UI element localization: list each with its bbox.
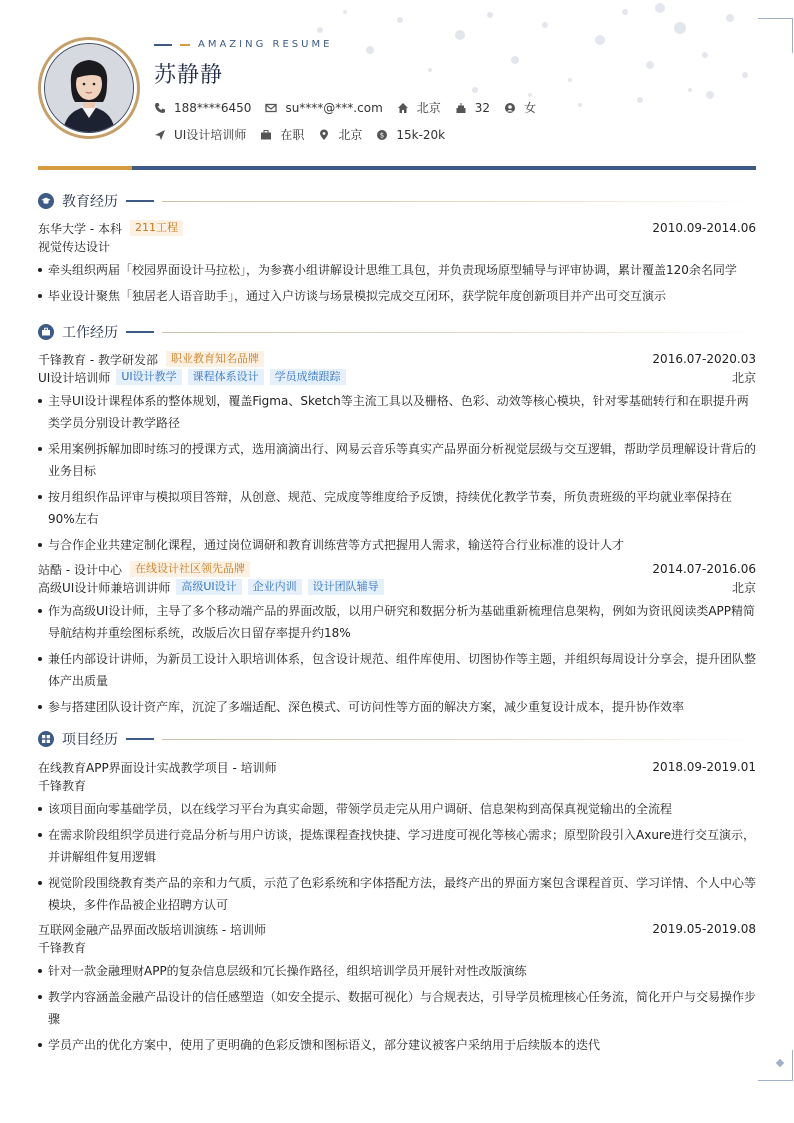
gender-text: 女 bbox=[524, 101, 537, 115]
job-period: 2014.07-2016.06 bbox=[652, 562, 756, 576]
project-period: 2018.09-2019.01 bbox=[652, 760, 756, 774]
svg-text:$: $ bbox=[380, 131, 385, 140]
projects-header bbox=[38, 729, 756, 749]
skill-tag: 设计团队辅导 bbox=[308, 579, 384, 595]
project-period: 2019.05-2019.08 bbox=[652, 922, 756, 936]
list-item: 按月组织作品评审与模拟项目答辩，从创意、规范、完成度等维度给予反馈，持续优化教学节奏，所负责班级的平均就业率保持在90%左右 bbox=[38, 486, 756, 530]
list-item: 视觉阶段围绕教育类产品的亲和力气质，示范了色彩系统和字体搭配方法，最终产出的界面方案包含课程首页、学习详情、个人中心等模块，多件作品被企业招聘方认可 bbox=[38, 872, 756, 916]
school-tag: 211工程 bbox=[130, 220, 183, 236]
section-accent-line bbox=[126, 331, 154, 333]
phone-info bbox=[154, 101, 251, 115]
corner-decoration-top-right bbox=[758, 18, 793, 53]
job-entry-header bbox=[38, 560, 756, 578]
list-item: 与合作企业共建定制化课程，通过岗位调研和教育训练营等方式把握用人需求，输送符合行业标准的设计人才 bbox=[38, 534, 756, 556]
projects-section bbox=[38, 729, 756, 1056]
section-accent-line bbox=[126, 738, 154, 740]
job-entry-header bbox=[38, 350, 756, 368]
location-pin-icon bbox=[318, 129, 330, 141]
skill-tag: UI设计教学 bbox=[116, 369, 181, 385]
gender-info bbox=[504, 99, 536, 116]
list-item: 学员产出的优化方案中，使用了更明确的色彩反馈和图标语义，部分建议被客户采纳用于后续版本的迭代 bbox=[38, 1034, 756, 1056]
phone-text: 188****6450 bbox=[174, 100, 252, 115]
work-header bbox=[38, 322, 756, 342]
city-text: 北京 bbox=[416, 101, 441, 115]
job-intent-row bbox=[154, 126, 459, 143]
project-entry-header bbox=[38, 920, 756, 938]
job-role-line bbox=[38, 368, 756, 386]
project-entry-header bbox=[38, 758, 756, 776]
list-item: 主导UI设计课程体系的整体规划，覆盖Figma、Sketch等主流工具以及栅格、色彩、动效等核心模块，针对零基础转行和在职提升两类学员分别设计教学路径 bbox=[38, 390, 756, 434]
skill-tag: 企业内训 bbox=[248, 579, 302, 595]
list-item: 兼任内部设计讲师，为新员工设计入职培训体系，包含设计规范、组件库使用、切图协作等主题，并组织每周设计分享会，提升团队整体产出质量 bbox=[38, 648, 756, 692]
project-name: 在线教育APP界面设计实战教学项目 - 培训师 bbox=[38, 760, 277, 775]
list-item: 在需求阶段组织学员进行竞品分析与用户访谈，提炼课程查找快捷、学习进度可视化等核心需求；原型阶段引入Axure进行交互演示，并讲解组件复用逻辑 bbox=[38, 824, 756, 868]
status-info bbox=[260, 126, 304, 143]
list-item: 作为高级UI设计师，主导了多个移动端产品的界面改版，以用户研究和数据分析为基础重新梳理信息架构，例如为资讯阅读类APP精简导航结构并重绘图标系统，改版后次日留存率提升约18% bbox=[38, 600, 756, 644]
education-period: 2010.09-2014.06 bbox=[652, 221, 756, 235]
major-name: 视觉传达设计 bbox=[38, 239, 111, 254]
skill-tag: 课程体系设计 bbox=[188, 369, 264, 385]
section-title: 教育经历 bbox=[62, 194, 118, 210]
job-title-info bbox=[154, 126, 246, 143]
project-bullets bbox=[38, 960, 756, 1056]
target-city-info bbox=[318, 126, 362, 143]
section-title: 项目经历 bbox=[62, 732, 118, 748]
tagline-bar-navy bbox=[154, 44, 172, 46]
send-icon bbox=[154, 129, 166, 141]
education-section bbox=[38, 191, 756, 307]
company-name: 千锋教育 - 教学研发部 bbox=[38, 352, 158, 367]
work-section bbox=[38, 322, 756, 718]
avatar bbox=[38, 37, 140, 139]
project-org-line bbox=[38, 938, 756, 956]
mail-icon bbox=[265, 102, 277, 114]
job-role-line bbox=[38, 578, 756, 596]
list-item: 教学内容涵盖金融产品设计的信任感塑造（如安全提示、数据可视化）与合规表达，引导学员梳理核心任务流，简化开户与交易操作步骤 bbox=[38, 986, 756, 1030]
education-entry-header bbox=[38, 219, 756, 237]
major-line bbox=[38, 237, 756, 255]
job-period: 2016.07-2020.03 bbox=[652, 352, 756, 366]
tagline-text: AMAZING RESUME bbox=[198, 39, 333, 50]
school-name: 东华大学 - 本科 bbox=[38, 221, 122, 236]
list-item: 针对一款金融理财APP的复杂信息层级和冗长操作路径，组织培训学员开展针对性改版演练 bbox=[38, 960, 756, 982]
job-bullets bbox=[38, 390, 756, 556]
target-city-text: 北京 bbox=[338, 128, 363, 142]
section-rule bbox=[162, 201, 756, 202]
job-location: 北京 bbox=[731, 370, 756, 385]
project-bullets bbox=[38, 798, 756, 916]
list-item: 参与搭建团队设计资产库，沉淀了多端适配、深色模式、可访问性等方面的解决方案，减少重复设计成本，提升协作效率 bbox=[38, 696, 756, 718]
grid-icon bbox=[38, 731, 54, 747]
section-rule bbox=[162, 332, 756, 333]
job-location: 北京 bbox=[731, 580, 756, 595]
tagline-bar-gold bbox=[180, 44, 190, 46]
email-text: su****@***.com bbox=[285, 100, 383, 115]
education-header bbox=[38, 191, 756, 211]
section-accent-line bbox=[126, 200, 154, 202]
job-role: UI设计培训师 bbox=[38, 370, 111, 385]
contact-row bbox=[154, 99, 550, 116]
job-role: 高级UI设计师兼培训讲师 bbox=[38, 580, 171, 595]
header-divider bbox=[38, 166, 756, 170]
avatar-photo bbox=[45, 44, 133, 132]
user-icon bbox=[504, 102, 516, 114]
salary-info bbox=[376, 128, 445, 142]
age-info bbox=[455, 101, 490, 115]
phone-icon bbox=[154, 102, 166, 114]
money-icon bbox=[376, 129, 388, 141]
company-badge: 在线设计社区领先品牌 bbox=[130, 561, 250, 577]
job-bullets bbox=[38, 600, 756, 718]
list-item: 毕业设计聚焦「独居老人语音助手」，通过入户访谈与场景模拟完成交互闭环，获学院年度创新项目并产出可交互演示 bbox=[38, 285, 756, 307]
corner-decoration-bottom-right bbox=[758, 1050, 793, 1081]
divider-navy-segment bbox=[132, 166, 756, 170]
list-item: 该项目面向零基础学员，以在线学习平台为真实命题，带领学员走完从用户调研、信息架构到高保真视觉输出的全流程 bbox=[38, 798, 756, 820]
list-item: 采用案例拆解加即时练习的授课方式，选用滴滴出行、网易云音乐等真实产品界面分析视觉层级与交互逻辑，帮助学员理解设计背后的业务目标 bbox=[38, 438, 756, 482]
graduation-cap-icon bbox=[38, 193, 54, 209]
project-org: 千锋教育 bbox=[38, 940, 87, 955]
section-rule bbox=[162, 739, 756, 740]
divider-gold-segment bbox=[38, 166, 132, 170]
tagline bbox=[154, 39, 332, 50]
briefcase-icon bbox=[260, 129, 272, 141]
home-icon bbox=[397, 102, 409, 114]
company-badge: 职业教育知名品牌 bbox=[166, 351, 264, 367]
city-info bbox=[397, 99, 441, 116]
candidate-name: 苏静静 bbox=[154, 63, 224, 88]
education-bullets bbox=[38, 259, 756, 307]
section-title: 工作经历 bbox=[62, 325, 118, 341]
project-org-line bbox=[38, 776, 756, 794]
skill-tag: 高级UI设计 bbox=[176, 579, 241, 595]
salary-text: 15k-20k bbox=[396, 127, 446, 142]
briefcase-icon bbox=[38, 324, 54, 340]
company-name: 站酷 - 设计中心 bbox=[38, 562, 122, 577]
list-item: 牵头组织两届「校园界面设计马拉松」，为参赛小组讲解设计思维工具包，并负责现场原型辅导与评审协调，累计覆盖120余名同学 bbox=[38, 259, 756, 281]
age-text: 32 bbox=[474, 100, 491, 115]
status-text: 在职 bbox=[280, 128, 305, 142]
cake-icon bbox=[455, 102, 467, 114]
email-info bbox=[265, 101, 382, 115]
skill-tag: 学员成绩跟踪 bbox=[270, 369, 346, 385]
project-name: 互联网金融产品界面改版培训演练 - 培训师 bbox=[38, 922, 266, 937]
job-title-text: UI设计培训师 bbox=[174, 128, 247, 142]
project-org: 千锋教育 bbox=[38, 778, 87, 793]
